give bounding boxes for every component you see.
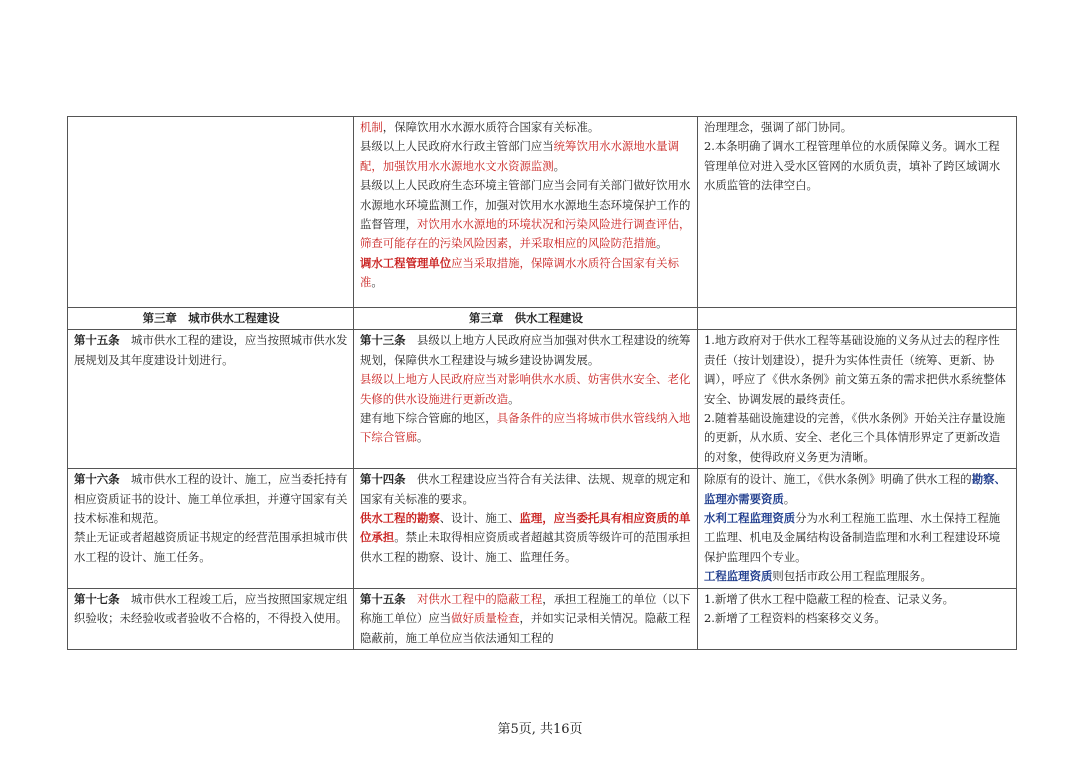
- text-run: [406, 592, 417, 606]
- text-run: 。: [416, 430, 429, 445]
- text-run: 县级以上人民政府生态环境主管部门应当会同有关部门做好饮用水水源地水环境监测工作，加强对饮用水水源地生态环境保护工作的监督管理，: [360, 178, 691, 232]
- page-number: 第5页, 共16页: [497, 722, 583, 737]
- paragraph: [360, 409, 692, 448]
- paragraph: [360, 137, 692, 176]
- comparison-table: [67, 116, 1017, 650]
- paragraph: [704, 118, 1011, 137]
- text-run: 则包括市政公用工程监理服务。: [772, 569, 932, 584]
- old-regulation-cell: [68, 588, 354, 649]
- text-run: 分为水利工程施工监理、水土保持工程施工监理、机电及金属结构设备制造监理和水利工程建设环境保护监理四个专业。: [704, 511, 1001, 564]
- paragraph: [74, 590, 348, 629]
- text-run: 第十五条: [74, 333, 120, 348]
- commentary-cell: [698, 330, 1017, 469]
- text-run: 建有地下综合管廊的地区，: [360, 411, 497, 426]
- paragraph: [704, 470, 1011, 509]
- commentary-cell: [698, 469, 1017, 588]
- commentary-chapter-cell: [698, 308, 1017, 330]
- text-run: 监理，应当委托具有相应资质的单位承担: [360, 511, 691, 545]
- text-run: 、设计、施工、: [439, 511, 520, 526]
- paragraph: [704, 567, 1011, 586]
- text-run: 城市供水工程的建设，应当按照城市供水发展规划及其年度建设计划进行。: [74, 333, 348, 367]
- commentary-cell: [698, 117, 1017, 308]
- text-run: ，承担工程施工的单位（以下称施工单位）应当: [360, 591, 691, 626]
- text-run: 治理理念，强调了部门协同。: [704, 120, 853, 134]
- table-row: [68, 469, 1017, 588]
- text-run: 做好质量检查: [451, 611, 520, 626]
- new-regulation-cell: [354, 330, 698, 469]
- table-row: [68, 117, 1017, 308]
- text-run: ，保障饮用水水源水质符合国家有关标准。: [382, 120, 600, 134]
- table-row: [68, 330, 1017, 469]
- text-run: 2.随着基础设施建设的完善，《供水条例》开始关注存量设施的更新，从水质、安全、老化三个具体情形界定了更新改造的对象，使得政府义务更为清晰。: [704, 411, 1006, 464]
- table-row: [68, 588, 1017, 649]
- old-regulation-cell: [68, 330, 354, 469]
- text-run: 第三章 城市供水工程建设: [142, 311, 280, 325]
- text-run: 1.新增了供水工程中隐蔽工程的检查、记录义务。: [704, 591, 955, 606]
- paragraph: [74, 528, 348, 567]
- paragraph: [74, 309, 348, 328]
- old-regulation-cell: [68, 117, 354, 308]
- text-run: 供水工程的勘察: [360, 511, 440, 526]
- text-run: 供水工程建设应当符合有关法律、法规、规章的规定和国家有关标准的要求。: [360, 472, 691, 506]
- paragraph: [360, 254, 692, 293]
- text-run: 水利工程监理资质: [704, 511, 796, 526]
- text-run: 县级以上人民政府水行政主管部门应当: [360, 139, 554, 154]
- text-run: 应当采取措施，保障调水水质符合国家有关标准: [360, 255, 679, 290]
- text-run: 2.新增了工程资料的档案移交义务。: [704, 611, 886, 626]
- text-run: 禁止无证或者超越资质证书规定的经营范围承担城市供水工程的设计、施工任务。: [74, 530, 348, 564]
- text-run: 。: [553, 158, 566, 173]
- text-run: 对饮用水水源地的环境状况和污染风险进行调查评估，筛查可能存在的污染风险因素，并采取相应的风险防范措施: [360, 217, 691, 251]
- paragraph: [74, 331, 348, 370]
- text-run: 对供水工程中的隐蔽工程: [416, 591, 543, 606]
- new-regulation-cell: [354, 117, 698, 308]
- old-chapter-heading: [68, 308, 354, 330]
- text-run: 机制: [360, 120, 383, 134]
- paragraph: [360, 118, 692, 137]
- text-run: 县级以上地方人民政府应当对影响供水水质、妨害供水安全、老化失修的供水设施进行更新改造: [360, 372, 691, 406]
- paragraph: [704, 590, 1011, 609]
- text-run: ，并如实记录相关情况。隐蔽工程隐蔽前，施工单位应当依法通知工程的: [360, 611, 691, 645]
- text-run: 勘察、监理亦需要资质: [704, 472, 1006, 506]
- text-run: 除原有的设计、施工，《供水条例》明确了供水工程的: [704, 472, 972, 487]
- text-run: 第十三条: [360, 333, 406, 348]
- text-run: 县级以上地方人民政府应当加强对供水工程建设的统筹规划，保障供水工程建设与城乡建设协调发展。: [360, 333, 691, 367]
- text-run: 。: [656, 236, 668, 251]
- text-run: 第十七条: [74, 591, 120, 606]
- text-run: 城市供水工程的设计、施工，应当委托持有相应资质证书的设计、施工单位承担，并遵守国家有关技术标准和规范。: [74, 472, 348, 526]
- paragraph: [360, 331, 692, 370]
- paragraph: [704, 609, 1011, 628]
- text-run: 。: [783, 491, 796, 506]
- text-run: 。: [508, 391, 520, 406]
- text-run: 第十四条: [360, 472, 406, 487]
- commentary-cell: [698, 588, 1017, 649]
- paragraph: [704, 331, 1011, 409]
- text-run: 第十六条: [74, 472, 120, 487]
- text-run: 工程监理资质: [704, 569, 773, 584]
- new-regulation-cell: [354, 588, 698, 649]
- paragraph: [360, 176, 692, 254]
- new-chapter-heading: [354, 308, 698, 330]
- paragraph: [704, 409, 1011, 467]
- text-run: 。禁止未取得相应资质或者超越其资质等级许可的范围承担供水工程的勘察、设计、施工、监理任务。: [360, 530, 691, 564]
- paragraph: [704, 509, 1011, 567]
- text-run: 1.地方政府对于供水工程等基础设施的义务从过去的程序性责任（按计划建设），提升为实体性责任（统筹、更新、协调），呼应了《供水条例》前文第五条的需求把供水系统整体安全、协调发展的最终责任。: [704, 333, 1006, 406]
- paragraph: [360, 370, 692, 409]
- text-run: 第三章 供水工程建设: [469, 311, 583, 325]
- text-run: 城市供水工程竣工后，应当按照国家规定组织验收；未经验收或者验收不合格的，不得投入使用。: [74, 591, 348, 626]
- paragraph: [360, 509, 692, 567]
- chapter-row: [68, 308, 1017, 330]
- paragraph: [360, 470, 692, 509]
- paragraph: [704, 137, 1011, 195]
- paragraph: [360, 309, 692, 328]
- text-run: 2.本条明确了调水工程管理单位的水质保障义务。调水工程管理单位对进入受水区管网的水质负责，填补了跨区域调水水质监管的法律空白。: [704, 139, 1001, 193]
- text-run: 。: [371, 275, 383, 290]
- paragraph: [74, 470, 348, 528]
- text-run: 第十五条: [360, 591, 406, 606]
- text-run: 具备条件的应当将城市供水管线纳入地下综合管廊: [360, 411, 691, 445]
- new-regulation-cell: [354, 469, 698, 588]
- table-body: [68, 117, 1017, 650]
- text-run: 调水工程管理单位: [360, 255, 452, 270]
- text-run: 统筹饮用水水源地水量调配，加强饮用水水源地水文水资源监测: [360, 139, 679, 173]
- old-regulation-cell: [68, 469, 354, 588]
- paragraph: [360, 590, 692, 648]
